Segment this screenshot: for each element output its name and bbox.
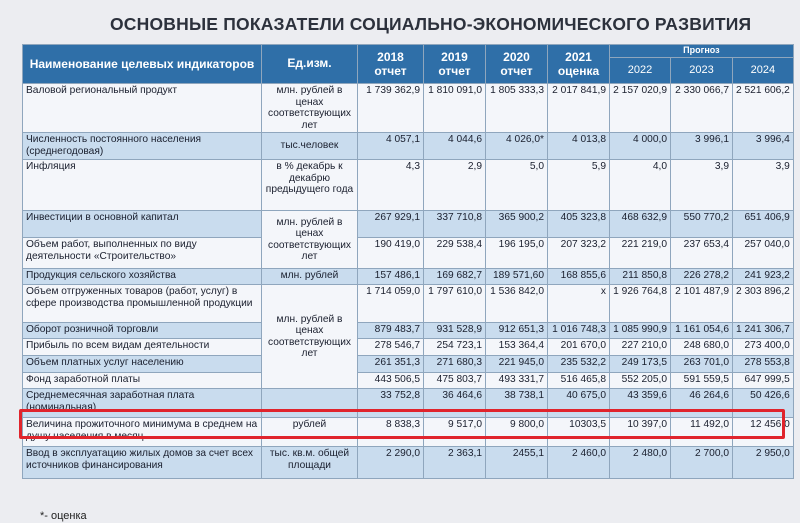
cell: 211 850,8 <box>610 269 671 285</box>
cell: 4,0 <box>610 160 671 211</box>
cell: 2 290,0 <box>358 447 424 479</box>
row-label: Продукция сельского хозяйства <box>23 269 262 285</box>
cell: 11 492,0 <box>671 418 733 447</box>
cell: 1 797 610,0 <box>424 285 486 323</box>
cell: 4 026,0* <box>486 133 548 160</box>
table-row <box>23 285 794 323</box>
cell: 493 331,7 <box>486 373 548 389</box>
cell: 552 205,0 <box>610 373 671 389</box>
row-label: Величина прожиточного минимума в среднем на душу населения в месяц <box>23 418 262 447</box>
table-row <box>23 323 794 339</box>
cell: 4 013,8 <box>548 133 610 160</box>
table-row <box>23 133 794 160</box>
cell: 1 926 764,8 <box>610 285 671 323</box>
row-label: Прибыль по всем видам деятельности <box>23 339 262 356</box>
cell: 271 680,3 <box>424 356 486 373</box>
header-year-2022: 2022 <box>610 58 671 84</box>
row-unit: млн. рублей в ценах соответствующих лет <box>262 211 358 269</box>
cell: 261 351,3 <box>358 356 424 373</box>
header-unit: Ед.изм. <box>262 45 358 84</box>
cell: 1 536 842,0 <box>486 285 548 323</box>
row-label: Ввод в эксплуатацию жилых домов за счет всех источников финансирования <box>23 447 262 479</box>
cell: 3 996,1 <box>671 133 733 160</box>
cell: 2 017 841,9 <box>548 84 610 133</box>
cell: 267 929,1 <box>358 211 424 238</box>
table-row <box>23 356 794 373</box>
cell: x <box>548 285 610 323</box>
cell: 237 653,4 <box>671 238 733 269</box>
cell: 1 085 990,9 <box>610 323 671 339</box>
cell: 912 651,3 <box>486 323 548 339</box>
cell: 196 195,0 <box>486 238 548 269</box>
cell: 3,9 <box>671 160 733 211</box>
cell: 1 016 748,3 <box>548 323 610 339</box>
header-year-2021: 2021 оценка <box>548 45 610 84</box>
cell: 3,9 <box>733 160 794 211</box>
cell: 229 538,4 <box>424 238 486 269</box>
cell: 931 528,9 <box>424 323 486 339</box>
row-label: Среднемесячная заработная плата (номинальная) <box>23 389 262 418</box>
cell: 2 363,1 <box>424 447 486 479</box>
cell: 2 480,0 <box>610 447 671 479</box>
header-year-2024: 2024 <box>733 58 794 84</box>
cell: 9 517,0 <box>424 418 486 447</box>
cell: 475 803,7 <box>424 373 486 389</box>
header-year-2020: 2020 отчет <box>486 45 548 84</box>
cell: 190 419,0 <box>358 238 424 269</box>
highlight-box <box>19 409 785 439</box>
cell: 273 400,0 <box>733 339 794 356</box>
cell: 879 483,7 <box>358 323 424 339</box>
cell: 516 465,8 <box>548 373 610 389</box>
cell: 647 999,5 <box>733 373 794 389</box>
row-unit: млн. рублей в ценах соответствующих лет <box>262 84 358 133</box>
header-year-2018: 2018 отчет <box>358 45 424 84</box>
cell: 168 855,6 <box>548 269 610 285</box>
row-label: Объем отгруженных товаров (работ, услуг) в сфере производства промышленной продукции <box>23 285 262 323</box>
cell: 1 241 306,7 <box>733 323 794 339</box>
cell: 4 000,0 <box>610 133 671 160</box>
table-row <box>23 339 794 356</box>
cell: 46 264,6 <box>671 389 733 418</box>
cell: 10303,5 <box>548 418 610 447</box>
cell: 40 675,0 <box>548 389 610 418</box>
cell: 153 364,4 <box>486 339 548 356</box>
cell: 1 161 054,6 <box>671 323 733 339</box>
row-unit: тыс. кв.м. общей площади <box>262 447 358 479</box>
row-label: Численность постоянного населения (среднегодовая) <box>23 133 262 160</box>
row-unit: рублей <box>262 418 358 447</box>
cell: 2 101 487,9 <box>671 285 733 323</box>
cell: 12 456,0 <box>733 418 794 447</box>
cell: 9 800,0 <box>486 418 548 447</box>
cell: 550 770,2 <box>671 211 733 238</box>
cell: 4 044,6 <box>424 133 486 160</box>
cell: 3 996,4 <box>733 133 794 160</box>
cell: 248 680,0 <box>671 339 733 356</box>
header-indicator: Наименование целевых индикаторов <box>23 45 262 84</box>
cell: 8 838,3 <box>358 418 424 447</box>
cell: 43 359,6 <box>610 389 671 418</box>
row-label: Оборот розничной торговли <box>23 323 262 339</box>
cell: 263 701,0 <box>671 356 733 373</box>
table-row <box>23 373 794 389</box>
cell: 254 723,1 <box>424 339 486 356</box>
cell: 36 464,6 <box>424 389 486 418</box>
cell: 4 057,1 <box>358 133 424 160</box>
cell: 33 752,8 <box>358 389 424 418</box>
cell: 278 546,7 <box>358 339 424 356</box>
cell: 226 278,2 <box>671 269 733 285</box>
header-year-2023: 2023 <box>671 58 733 84</box>
cell: 201 670,0 <box>548 339 610 356</box>
cell: 2,9 <box>424 160 486 211</box>
row-label: Инвестиции в основной капитал <box>23 211 262 238</box>
table-row <box>23 269 794 285</box>
cell: 2 330 066,7 <box>671 84 733 133</box>
cell: 337 710,8 <box>424 211 486 238</box>
cell: 2 700,0 <box>671 447 733 479</box>
footnote: *- оценка <box>40 510 87 522</box>
table-row <box>23 447 794 479</box>
cell: 443 506,5 <box>358 373 424 389</box>
cell: 1 714 059,0 <box>358 285 424 323</box>
cell: 169 682,7 <box>424 269 486 285</box>
cell: 207 323,2 <box>548 238 610 269</box>
cell: 1 810 091,0 <box>424 84 486 133</box>
cell: 651 406,9 <box>733 211 794 238</box>
cell: 405 323,8 <box>548 211 610 238</box>
cell: 38 738,1 <box>486 389 548 418</box>
cell: 50 426,6 <box>733 389 794 418</box>
row-label: Валовой региональный продукт <box>23 84 262 133</box>
cell: 10 397,0 <box>610 418 671 447</box>
row-unit: млн. рублей <box>262 269 358 285</box>
row-label: Объем работ, выполненных по виду деятельности «Строительство» <box>23 238 262 269</box>
cell: 221 219,0 <box>610 238 671 269</box>
cell: 2 950,0 <box>733 447 794 479</box>
page-title: ОСНОВНЫЕ ПОКАЗАТЕЛИ СОЦИАЛЬНО-ЭКОНОМИЧЕСКОГО РАЗВИТИЯ <box>110 14 752 34</box>
cell: 2 521 606,2 <box>733 84 794 133</box>
cell: 591 559,5 <box>671 373 733 389</box>
cell: 189 571,60 <box>486 269 548 285</box>
cell: 257 040,0 <box>733 238 794 269</box>
header-forecast: Прогноз <box>610 45 794 58</box>
cell: 157 486,1 <box>358 269 424 285</box>
table-row <box>23 84 794 133</box>
table-row <box>23 211 794 238</box>
cell: 249 173,5 <box>610 356 671 373</box>
cell: 4,3 <box>358 160 424 211</box>
cell: 5,9 <box>548 160 610 211</box>
table-row <box>23 238 794 269</box>
row-unit: тыс.человек <box>262 133 358 160</box>
row-label: Фонд заработной платы <box>23 373 262 389</box>
cell: 227 210,0 <box>610 339 671 356</box>
cell: 2 460,0 <box>548 447 610 479</box>
row-unit: в % декабрь к декабрю предыдущего года <box>262 160 358 211</box>
cell: 278 553,8 <box>733 356 794 373</box>
cell: 221 945,0 <box>486 356 548 373</box>
cell: 2 303 896,2 <box>733 285 794 323</box>
row-label: Объем платных услуг населению <box>23 356 262 373</box>
cell: 235 532,2 <box>548 356 610 373</box>
cell: 468 632,9 <box>610 211 671 238</box>
cell: 2455,1 <box>486 447 548 479</box>
cell: 1 805 333,3 <box>486 84 548 133</box>
cell: 365 900,2 <box>486 211 548 238</box>
cell: 2 157 020,9 <box>610 84 671 133</box>
header-year-2019: 2019 отчет <box>424 45 486 84</box>
cell: 241 923,2 <box>733 269 794 285</box>
row-unit: млн. рублей в ценах соответствующих лет <box>262 285 358 389</box>
cell: 5,0 <box>486 160 548 211</box>
cell: 1 739 362,9 <box>358 84 424 133</box>
row-label: Инфляция <box>23 160 262 211</box>
table-row <box>23 160 794 211</box>
